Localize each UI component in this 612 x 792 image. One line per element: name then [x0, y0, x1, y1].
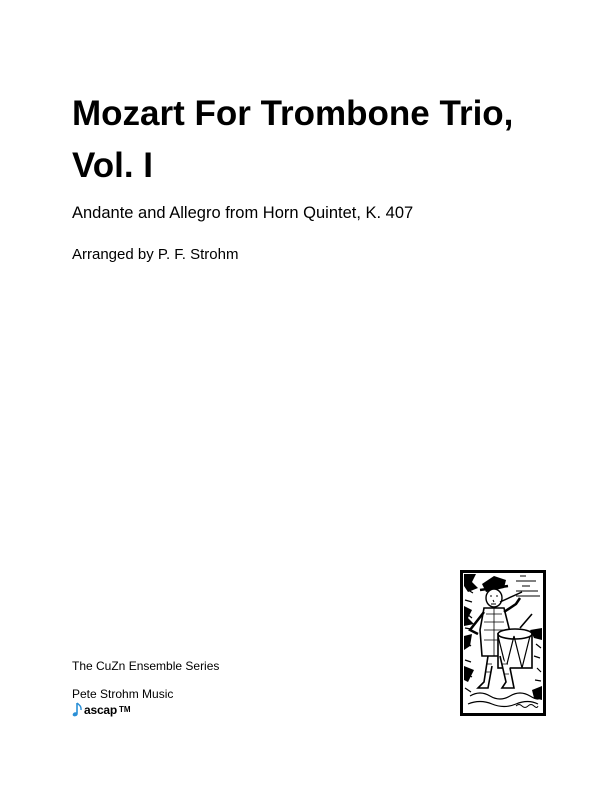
music-note-icon: [72, 702, 83, 718]
arranger-credit: Arranged by P. F. Strohm: [72, 246, 239, 263]
publisher-name: Pete Strohm Music: [72, 687, 174, 701]
drummer-woodcut-image: [460, 570, 546, 716]
ascap-wordmark: ascap: [84, 703, 118, 717]
series-name: The CuZn Ensemble Series: [72, 659, 220, 673]
ascap-logo: [72, 702, 131, 718]
page-title: Mozart For Trombone Trio, Vol. I: [72, 94, 514, 185]
subtitle: Andante and Allegro from Horn Quintet, K. 407: [72, 204, 414, 222]
ascap-trademark: TM: [119, 705, 131, 714]
